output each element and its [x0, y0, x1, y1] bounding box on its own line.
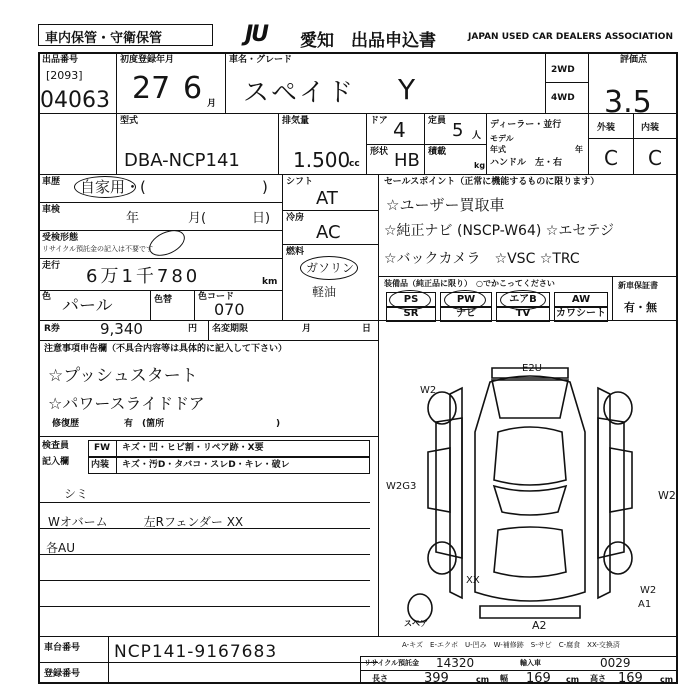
lot-tag: [2093]	[46, 69, 83, 82]
mark-right-mid: W2	[658, 489, 676, 502]
inspection-day-unit: 日)	[252, 211, 271, 226]
int-label: 内装	[641, 123, 660, 133]
car-grade-value: Y	[398, 73, 416, 106]
doc-title: 出品申込書	[351, 31, 436, 51]
score-label: 評価点	[620, 55, 648, 65]
inspector-label-2: 記入欄	[42, 457, 70, 467]
recycle-note: リサイクル預託金の記入は不要です	[42, 245, 154, 253]
sales-point-1: ☆ユーザー買取車	[386, 196, 505, 214]
association-name: JAPAN USED CAR DEALERS ASSOCIATION	[468, 32, 673, 42]
diagram-wheel-rear-right	[604, 542, 632, 574]
diagram-right-fender	[610, 448, 632, 512]
r-ticket-label: R券	[44, 324, 60, 334]
dealer-line4: ハンドル 左・右	[490, 158, 563, 168]
notes-line-1: ☆プッシュスタート	[48, 366, 198, 386]
dealer-line2: モデル	[490, 134, 514, 143]
diagram-rear-window	[494, 527, 566, 577]
displacement-unit: cc	[349, 159, 360, 169]
dealer-line1: ディーラー・並行	[490, 120, 562, 130]
color-code-value: 070	[214, 300, 245, 319]
ext-value: C	[604, 146, 618, 170]
inspector-note-1: シミ	[64, 487, 89, 501]
repair-history-value: 有 (箇所	[124, 419, 165, 429]
fuel-circle	[300, 256, 358, 280]
first-reg-month-unit: 月	[207, 99, 217, 109]
load-unit: kg	[474, 161, 486, 170]
color-change-label: 色替	[154, 295, 173, 305]
recycle-deposit-value: 14320	[436, 656, 475, 670]
lot-number: 04063	[40, 88, 110, 113]
mileage-label: 走行	[42, 261, 61, 271]
diagram-body-top	[475, 376, 585, 601]
diagram-rear-bumper	[480, 606, 580, 618]
equip-leather-seat: カワシート	[554, 306, 608, 322]
capacity-value: 5	[452, 120, 464, 141]
car-name-label: 車名・グレード	[229, 55, 293, 65]
diagram-wheel-rear-left	[428, 542, 456, 574]
length-value: 399	[424, 671, 449, 686]
r-ticket-unit: 円	[188, 324, 198, 334]
dealer-year-unit: 年	[575, 145, 583, 154]
mark-bottom: A2	[532, 619, 547, 632]
equip-ps: PS	[386, 292, 436, 308]
name-change-month: 月	[302, 324, 312, 334]
dealer-line3: 年式	[490, 145, 506, 154]
mileage-value: 6万1千780	[86, 266, 201, 287]
sales-points-label: セールスポイント（正常に機能するものに限ります）	[384, 177, 600, 187]
storage-badge-text: 車内保管・守衛保管	[45, 31, 163, 46]
name-change-day: 日	[362, 324, 372, 334]
length-label: 長さ	[372, 674, 388, 683]
fuel-label: 燃料	[286, 247, 305, 257]
ext-label: 外装	[597, 123, 616, 133]
inspector-note-3: 各AU	[46, 541, 75, 555]
history-circle	[74, 176, 136, 198]
equip-tv: TV	[496, 306, 550, 322]
history-label: 車歴	[42, 177, 61, 187]
repair-history-close: )	[276, 419, 281, 429]
new-warranty-value: 有・無	[624, 301, 657, 314]
height-label: 高さ	[590, 674, 606, 683]
color-code-label: 色コード	[198, 292, 235, 302]
inspector-note-2: Wオバーム 左Rフェンダー XX	[48, 515, 244, 529]
mark-left-upper: W2	[420, 385, 437, 396]
inspection-label: 車検	[42, 205, 61, 215]
import-label: 輸入車	[520, 659, 541, 667]
equip-sr: SR	[386, 306, 436, 322]
notes-line-2: ☆パワースライドドア	[48, 394, 205, 413]
diagram-wheel-front-left	[428, 392, 456, 424]
mark-lower-left: XX	[466, 575, 480, 586]
displacement-value: 1.500	[293, 148, 351, 172]
score-value: 3.5	[604, 85, 652, 120]
diagram-wheel-front-right	[604, 392, 632, 424]
sales-point-2: ☆純正ナビ (NSCP-W64) ☆エセテジ	[384, 223, 615, 239]
inspector-row-1-text: キズ・凹・ヒビ割・リペア跡・X要	[122, 443, 264, 453]
int-value: C	[648, 146, 662, 170]
equip-pw: PW	[440, 292, 492, 308]
doors-value: 4	[393, 118, 406, 142]
capacity-label: 定員	[428, 116, 447, 126]
diagram-spare-wheel	[408, 594, 432, 622]
height-value: 169	[618, 671, 643, 686]
first-reg-year: 27	[132, 71, 171, 106]
mark-lower-right-2: A1	[638, 599, 652, 610]
model-value: DBA-NCP141	[124, 150, 240, 171]
length-unit: cm	[476, 675, 490, 684]
diagram-right-door	[598, 418, 624, 558]
sales-point-3: ☆バックカメラ ☆VSC ☆TRC	[384, 251, 580, 267]
shift-label: シフト	[286, 177, 314, 187]
color-label: 色	[42, 292, 52, 302]
car-damage-diagram	[380, 362, 676, 636]
lot-label: 出品番号	[42, 55, 79, 65]
mark-top: E2U	[522, 363, 542, 374]
notes-label: 注意事項申告欄（不具合内容等は具体的に記入して下さい）	[44, 344, 288, 354]
width-unit: cm	[566, 675, 580, 684]
load-label: 積載	[428, 147, 447, 157]
mark-left-mid: W2G3	[386, 481, 417, 492]
r-ticket-value: 9,340	[100, 320, 143, 338]
model-label: 型式	[120, 116, 139, 126]
mark-lower-right-1: W2	[640, 585, 657, 596]
inspection-year-unit: 年	[126, 211, 140, 226]
history-value: 自家用・(	[80, 178, 146, 196]
equip-airbag: エアB	[496, 292, 550, 308]
color-value: パール	[62, 296, 113, 316]
name-change-label: 名変期限	[212, 324, 249, 334]
first-reg-label: 初度登録年月	[120, 55, 175, 65]
width-value: 169	[526, 671, 551, 686]
diagram-roof	[494, 427, 566, 485]
diagram-front-glass	[492, 380, 568, 418]
shape-label: 形状	[370, 147, 389, 157]
inspector-row-2-head: 内装	[91, 460, 110, 470]
import-value: 0029	[600, 656, 631, 670]
cooling-value: AC	[316, 222, 341, 243]
diagram-windshield	[494, 486, 566, 515]
fuel-alt: 軽油	[312, 285, 337, 299]
inspector-row-1-head: FW	[94, 443, 111, 453]
equip-aw: AW	[554, 292, 608, 308]
diagram-left-door	[436, 418, 462, 558]
chassis-label: 車台番号	[44, 643, 81, 653]
displacement-label: 排気量	[282, 116, 310, 126]
car-name-value: スペイド	[243, 78, 356, 108]
equip-navi: ナビ	[440, 306, 492, 322]
history-close: )	[262, 178, 268, 196]
drive-2wd: 2WD	[551, 65, 575, 75]
ju-logo	[245, 22, 305, 48]
mileage-unit: km	[262, 277, 278, 287]
cooling-label: 冷房	[286, 213, 305, 223]
shift-value: AT	[316, 188, 338, 209]
recycle-deposit-label: リサイクル預託金	[364, 659, 420, 667]
drive-4wd: 4WD	[551, 93, 575, 103]
capacity-unit: 人	[472, 131, 482, 141]
legend-text: A-キズ E-エクボ U-凹み W-補修跡 S-サビ C-腐食 XX-交換済	[402, 641, 620, 649]
new-warranty-label: 新車保証書	[618, 281, 658, 290]
ju-logo-mark: JU	[245, 22, 268, 47]
first-reg-month: 6	[183, 71, 203, 106]
width-label: 幅	[500, 674, 508, 683]
diagram-left-fender	[428, 448, 450, 512]
inspector-label-1: 検査員	[42, 441, 70, 451]
equipment-label: 装備品（純正品に限り） ○でかこってください	[384, 279, 555, 288]
chassis-value: NCP141-9167683	[114, 642, 278, 662]
repair-history-label: 修復歴	[52, 419, 80, 429]
inspection-month-unit: 月(	[188, 211, 207, 226]
storage-badge	[38, 24, 213, 46]
doors-label: ドア	[370, 116, 388, 126]
inspector-row-2-text: キズ・汚D・タバコ・スレD・キレ・破レ	[122, 460, 290, 470]
height-unit: cm	[660, 675, 674, 684]
registration-label: 登録番号	[44, 669, 81, 679]
brand-city: 愛知	[300, 31, 334, 51]
fuel-value: ガソリン	[306, 261, 355, 275]
shape-value: HB	[394, 150, 420, 171]
mark-spare: スペア	[404, 619, 428, 628]
recycle-label: 受検形態	[42, 233, 79, 243]
